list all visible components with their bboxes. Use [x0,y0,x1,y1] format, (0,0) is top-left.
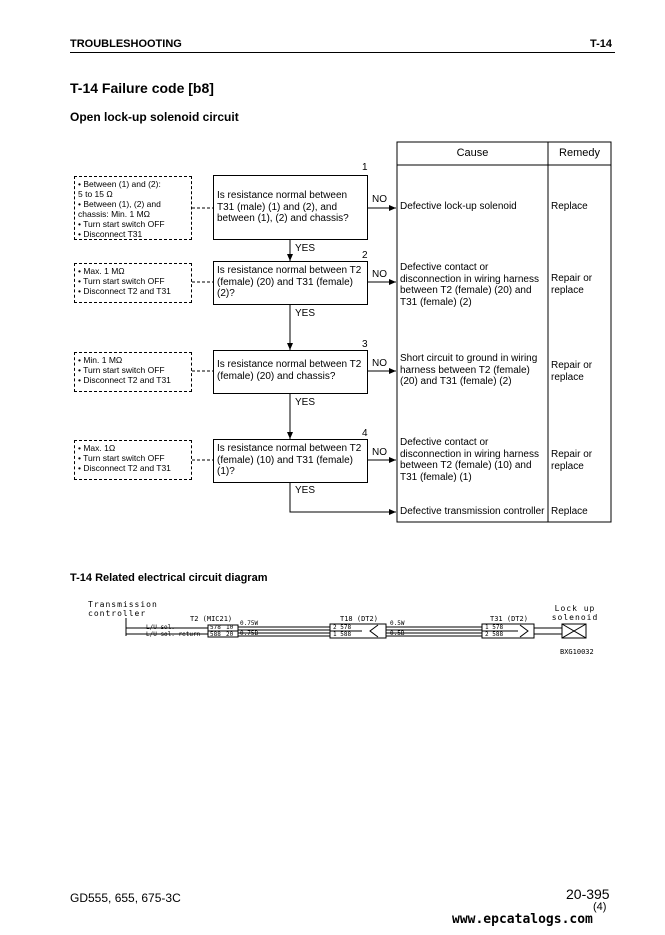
header-code: T-14 [590,38,613,50]
cause-text: Short circuit to ground in wiring harness between T2 (female) (20) and T31 (female) (2) [400,353,538,387]
t31-pin-1: 1 578 [485,624,504,631]
condition-box: • Between (1) and (2): 5 to 15 Ω • Between (1), (2) and chassis: Min. 1 MΩ • Turn start switch OFF • Disconnect T31 [74,176,192,240]
cause-text: Defective lock-up solenoid [400,201,517,212]
footer-page-sub: (4) [593,901,607,913]
t2-pin-2: 588 [210,631,221,638]
footer-model: GD555, 655, 675-3C [70,891,181,905]
connector-t31-label: T31 (DT2) [490,615,528,623]
question-box: Is resistance normal between T2 (female) (20) and T31 (female) (2)? [213,261,368,305]
page-title: T-14 Failure code [b8] [70,80,214,96]
remedy-text: Repair or replace [551,449,593,472]
no-label: NO [372,447,387,458]
question-box: Is resistance normal between T31 (male) (1) and (2), and between (1), (2) and chassis? [213,175,368,240]
step-number: 2 [362,250,368,261]
t2-pin-2-no: 20 [226,631,234,638]
final-remedy-text: Replace [551,506,588,517]
yes-label: YES [295,397,316,408]
condition-box: • Min. 1 MΩ • Turn start switch OFF • Disconnect T2 and T31 [74,352,192,392]
cause-text: Defective contact or disconnection in wiring harness between T2 (female) (10) and T31 (female) (1) [400,437,539,483]
question-box: Is resistance normal between T2 (female) (20) and chassis? [213,350,368,394]
question-box: Is resistance normal between T2 (female) (10) and T31 (female) (1)? [213,439,368,483]
t2-pin-1-no: 10 [226,624,234,631]
t18-pin-1: 2 578 [333,624,352,631]
condition-box: • Max. 1 MΩ • Turn start switch OFF • Disconnect T2 and T31 [74,263,192,303]
header-section: TROUBLESHOOTING [70,38,182,50]
circuit-heading: T-14 Related electrical circuit diagram [70,572,268,584]
signal-1-label: L/U sol. [146,624,175,631]
wire-4-label: 0.5B [390,630,405,637]
cause-header: Cause [456,147,489,159]
step-number: 4 [362,428,368,439]
solenoid-label: Lock up solenoid [551,604,599,622]
t2-pin-1: 578 [210,624,221,631]
step-number: 3 [362,339,368,350]
final-cause-text: Defective transmission controller [400,506,545,517]
t31-pin-2: 2 588 [485,631,504,638]
remedy-header: Remedy [559,147,600,159]
step-number: 1 [362,162,368,173]
signal-2-label: L/U sol. return [146,631,201,638]
connector-t18-label: T18 (DT2) [340,615,378,623]
no-label: NO [372,194,387,205]
no-label: NO [372,269,387,280]
cause-text: Defective contact or disconnection in wiring harness between T2 (female) (20) and T31 (female) (2) [400,262,539,308]
connector-t2-label: T2 (MIC21) [190,615,233,623]
watermark: www.epcatalogs.com [452,912,593,927]
remedy-text: Repair or replace [551,273,593,296]
page-subtitle: Open lock-up solenoid circuit [70,110,239,124]
remedy-text: Replace [551,201,588,212]
yes-label: YES [295,243,316,254]
yes-label: YES [295,485,316,496]
footer-page: 20-395 [566,886,610,902]
wire-1-label: 0.75W [240,620,259,627]
remedy-text: Repair or replace [551,360,593,383]
wire-3-label: 0.5W [390,620,405,627]
wire-2-label: 0.75B [240,630,259,637]
condition-box: • Max. 1Ω • Turn start switch OFF • Disconnect T2 and T31 [74,440,192,480]
controller-label: Transmission controller [88,600,158,618]
figure-id: BXG10032 [560,648,594,656]
t18-pin-2: 1 588 [333,631,352,638]
yes-label: YES [295,308,316,319]
no-label: NO [372,358,387,369]
